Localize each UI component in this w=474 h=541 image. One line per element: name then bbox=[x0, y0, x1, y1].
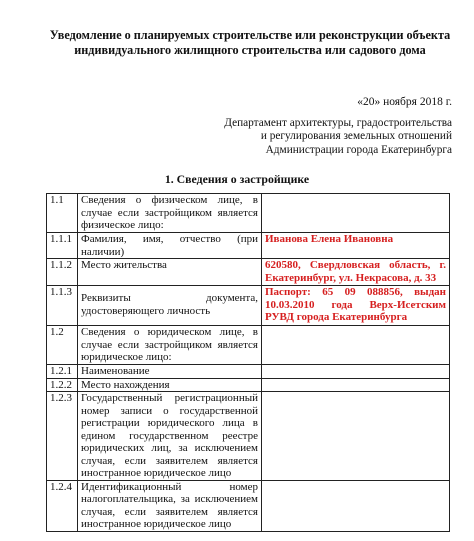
table-row bbox=[47, 378, 450, 392]
row-number: 1.1.2 bbox=[47, 259, 78, 286]
row-value bbox=[262, 365, 450, 379]
row-label: Сведения о юридическом лице, в случае если застройщиком является юридическое лицо: bbox=[78, 326, 262, 365]
row-number: 1.2.4 bbox=[47, 480, 78, 531]
row-value bbox=[262, 480, 450, 531]
row-label: Наименование bbox=[78, 365, 262, 379]
table-row bbox=[47, 194, 450, 233]
row-value-filled: 620580, Свердловская область, г. Екатеринбург, ул. Некрасова, д. 33 bbox=[262, 259, 450, 286]
title-line-1: Уведомление о планируемых строительстве или реконструкции объекта bbox=[49, 28, 451, 42]
row-label: Идентификационный номер налогоплательщика, за исключением случая, если заявителем является иностранное юридическое лицо bbox=[78, 480, 262, 531]
table-row bbox=[47, 480, 450, 531]
table-row bbox=[47, 365, 450, 379]
row-number: 1.1.3 bbox=[47, 286, 78, 326]
addressee-line-2: и регулирования земельных отношений bbox=[260, 130, 452, 143]
table-row bbox=[47, 286, 450, 326]
row-number: 1.2.1 bbox=[47, 365, 78, 379]
table-row bbox=[47, 233, 450, 259]
row-label: Место жительства bbox=[78, 259, 262, 286]
row-value-filled: Иванова Елена Ивановна bbox=[262, 233, 450, 259]
row-number: 1.2.3 bbox=[47, 392, 78, 481]
table-row bbox=[47, 326, 450, 365]
addressee-block bbox=[192, 117, 452, 157]
row-label: Реквизиты документа, удостоверяющего личность bbox=[78, 286, 262, 326]
row-label: Место нахождения bbox=[78, 378, 262, 392]
row-value bbox=[262, 378, 450, 392]
row-number: 1.1.1 bbox=[47, 233, 78, 259]
table-row bbox=[47, 259, 450, 286]
document-title bbox=[40, 28, 460, 58]
row-number: 1.2 bbox=[47, 326, 78, 365]
row-number: 1.1 bbox=[47, 194, 78, 233]
row-value-filled: Паспорт: 65 09 088856, выдан 10.03.2010 года Верх-Исетским РУВД города Екатеринбурга bbox=[262, 286, 450, 326]
row-label: Фамилия, имя, отчество (при наличии) bbox=[78, 233, 262, 259]
row-label: Государственный регистрационный номер записи о государственной регистрации юридического лица в едином государственном реестре юридических лиц, за исключением случая, если заявителем является иностранное юридическое лицо bbox=[78, 392, 262, 481]
section-title: 1. Сведения о застройщике bbox=[164, 172, 310, 186]
addressee-line-3: Администрации города Екатеринбурга bbox=[265, 143, 452, 156]
document-date: «20» ноября 2018 г. bbox=[357, 96, 452, 108]
row-label: Сведения о физическом лице, в случае если застройщиком является физическое лицо: bbox=[78, 194, 262, 233]
row-value bbox=[262, 326, 450, 365]
row-value bbox=[262, 194, 450, 233]
developer-info-table bbox=[46, 193, 450, 532]
title-line-2: индивидуального жилищного строительства или садового дома bbox=[74, 43, 426, 57]
row-number: 1.2.2 bbox=[47, 378, 78, 392]
addressee-line-1: Департамент архитектуры, градостроительства bbox=[224, 117, 452, 129]
row-value bbox=[262, 392, 450, 481]
table-row bbox=[47, 392, 450, 481]
